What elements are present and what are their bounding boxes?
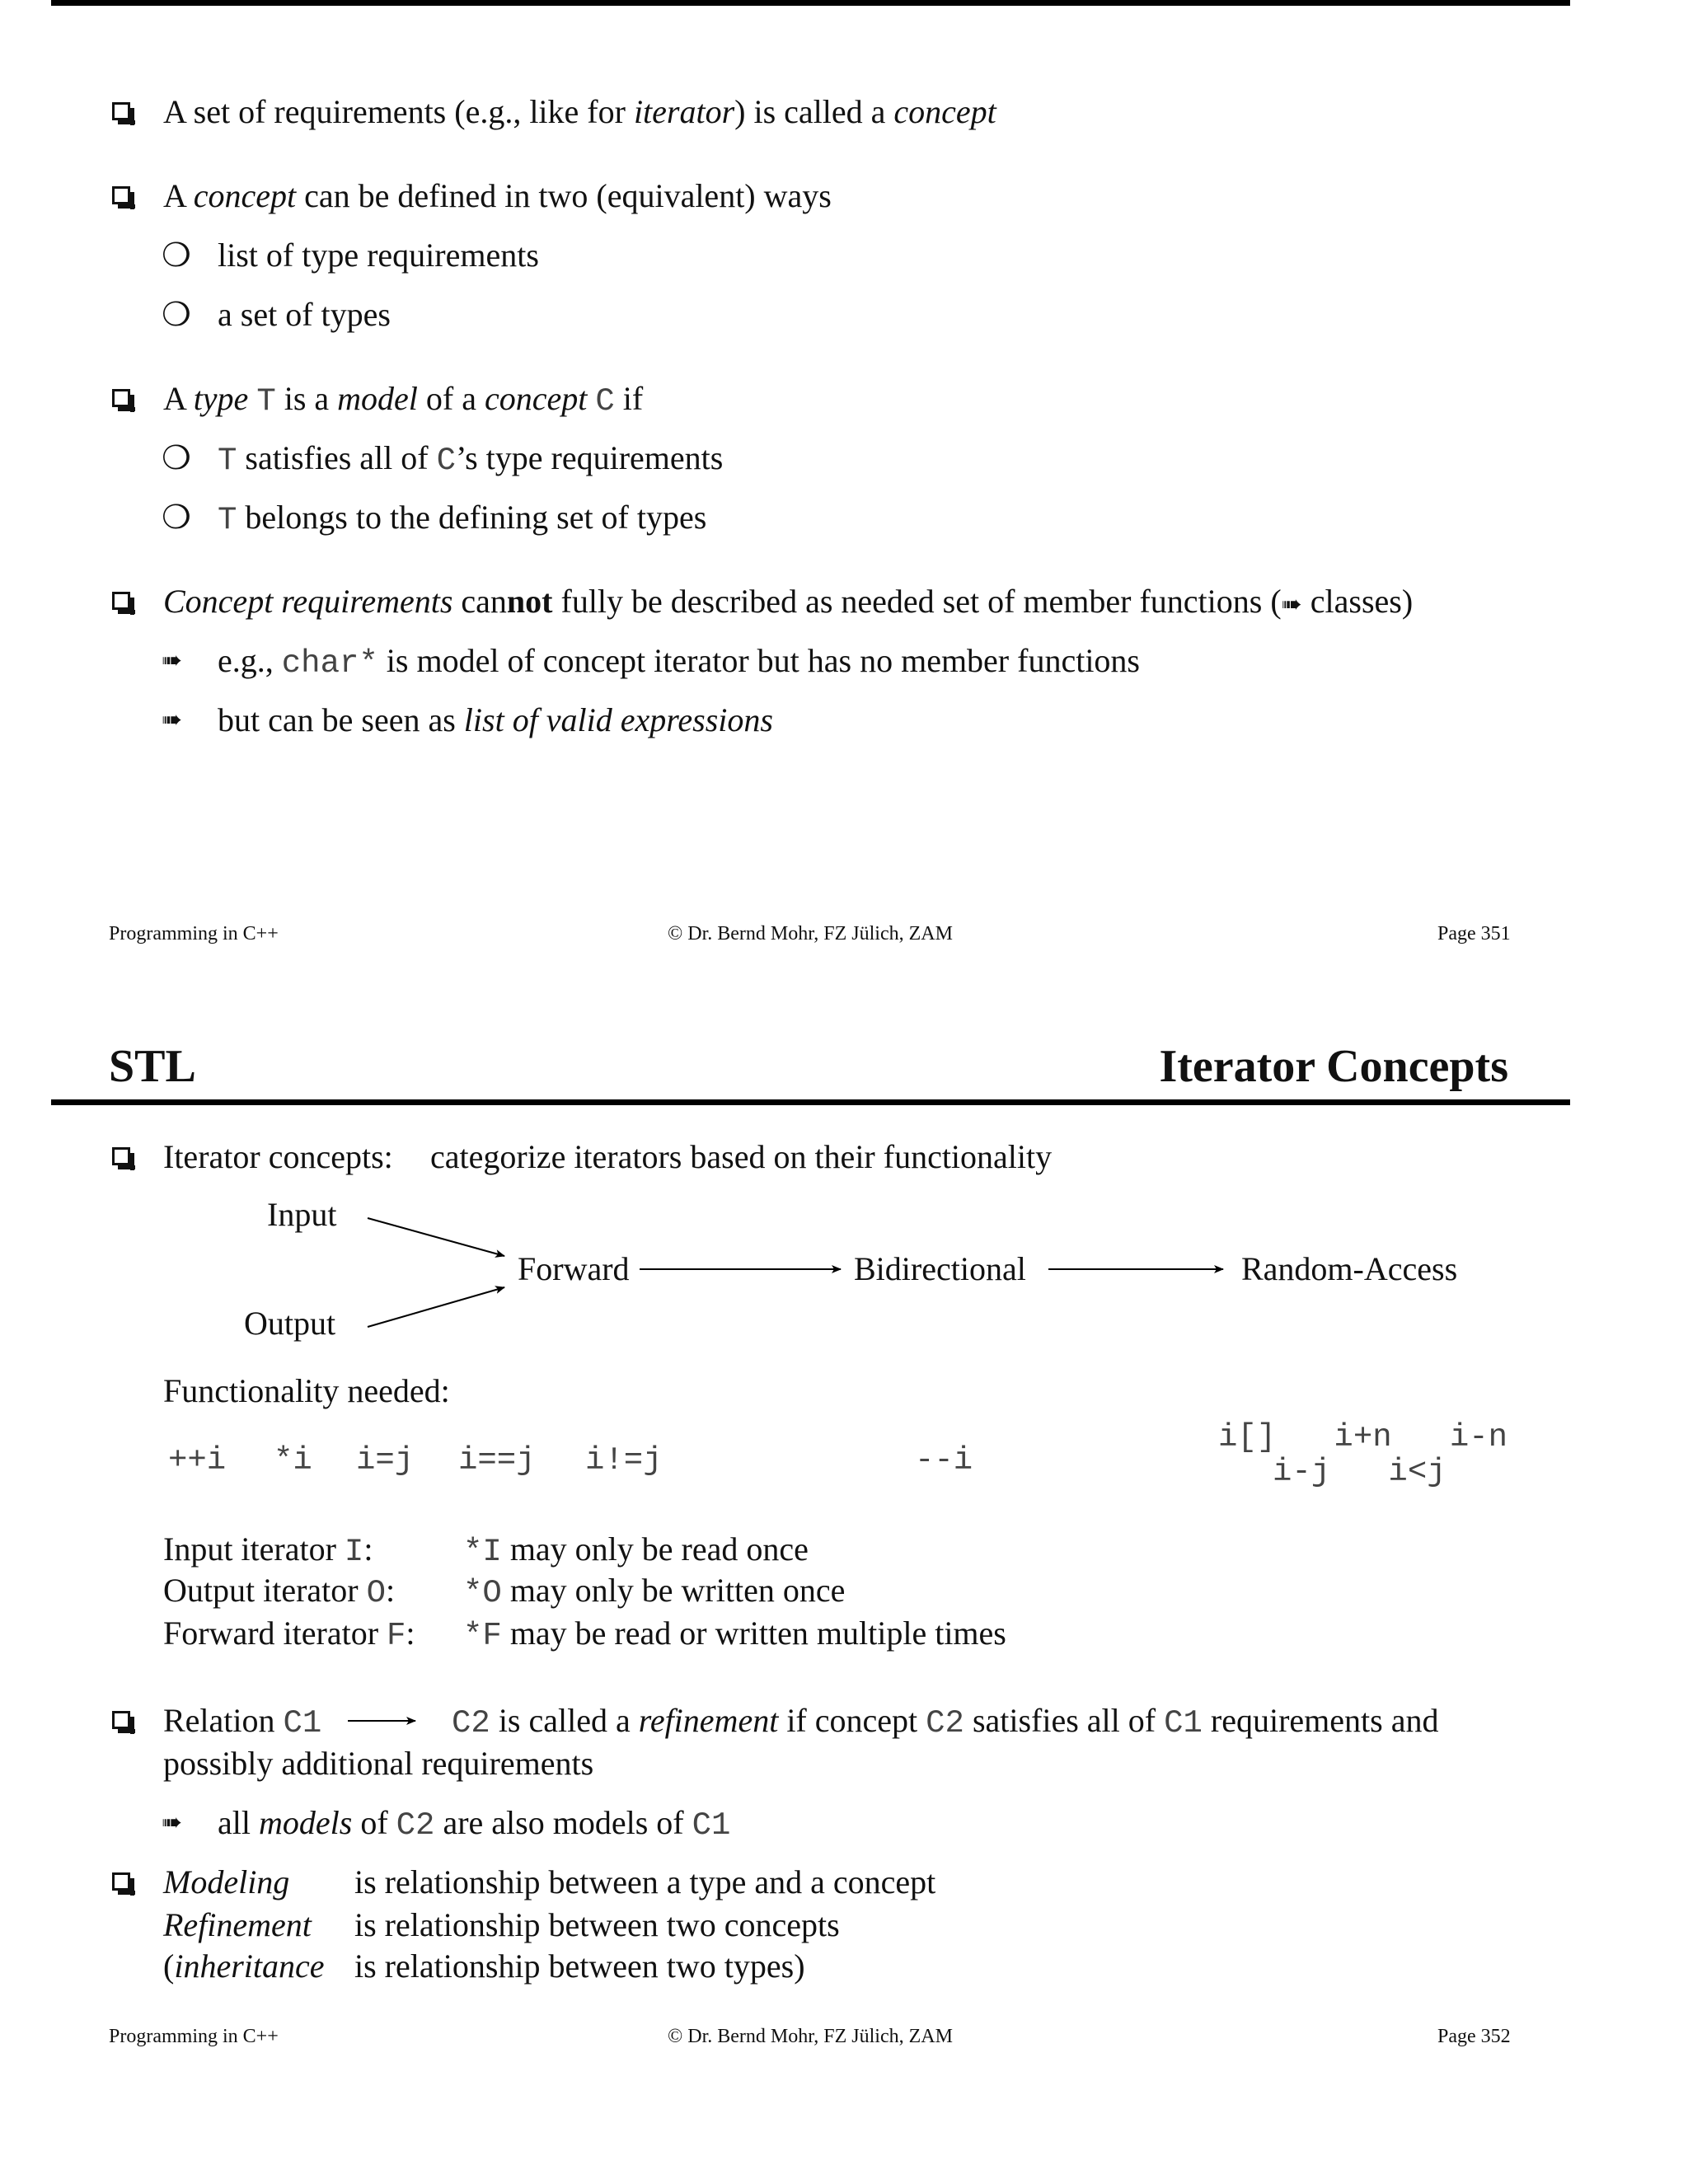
- def-modeling-text: is relationship between a type and a concept: [354, 1863, 936, 1900]
- square-bullet-icon: [112, 1711, 130, 1729]
- circle-bullet-icon: ❍: [162, 296, 191, 333]
- iter-input-label: Input iterator I:: [163, 1530, 373, 1570]
- op-equal: i==j: [458, 1442, 536, 1479]
- footer-center: © Dr. Bernd Mohr, FZ Jülich, ZAM: [668, 923, 953, 944]
- op-random-2: i-j i<j: [1273, 1454, 1447, 1490]
- circle-bullet-icon: ❍: [162, 499, 191, 536]
- page-header-right: Iterator Concepts: [1159, 1041, 1508, 1092]
- iterator-concepts-text: categorize iterators based on their functionality: [430, 1138, 1053, 1175]
- square-bullet-icon: [112, 1872, 130, 1891]
- relation-line2: possibly additional requirements: [163, 1745, 594, 1782]
- page-header-left: STL: [109, 1041, 196, 1092]
- arrow-input-forward: [368, 1218, 504, 1256]
- relation-rest: C2 is called a refinement if concept C2 satisfies all of C1 requirements and: [452, 1702, 1439, 1741]
- footer-left: Programming in C++: [109, 2026, 279, 2047]
- sub-valid-expressions: but can be seen as list of valid expressions: [218, 701, 773, 738]
- sub-char-pointer: e.g., char* is model of concept iterator but has no member functions: [218, 642, 1140, 682]
- footer-page-number: Page 352: [1437, 2026, 1511, 2047]
- circle-bullet-icon: ❍: [162, 439, 191, 476]
- bullet-model-of-concept: A type T is a model of a concept C if: [163, 380, 644, 419]
- def-inheritance-text: is relationship between two types): [354, 1947, 805, 1985]
- footer-center: © Dr. Bernd Mohr, FZ Jülich, ZAM: [668, 2026, 953, 2047]
- iter-forward-label: Forward iterator F:: [163, 1615, 415, 1654]
- bullet-concept-requirements: Concept requirements cannot fully be described as needed set of member functions (➠ classes): [163, 583, 1414, 620]
- iter-input-desc: *I may only be read once: [463, 1530, 809, 1570]
- op-dereference: *i: [274, 1442, 312, 1479]
- node-output: Output: [244, 1305, 336, 1342]
- circle-bullet-icon: ❍: [162, 237, 191, 274]
- iter-forward-desc: *F may be read or written multiple times: [463, 1615, 1006, 1654]
- sub-set-of-types: a set of types: [218, 296, 391, 333]
- functionality-label: Functionality needed:: [163, 1372, 450, 1409]
- op-pre-decrement: --i: [915, 1442, 973, 1479]
- sub-belongs: T belongs to the defining set of types: [218, 499, 707, 538]
- arrow-bullet-icon: ➠: [162, 1809, 181, 1836]
- iterator-concepts-label: Iterator concepts:: [163, 1138, 393, 1175]
- op-pre-increment: ++i: [168, 1442, 227, 1479]
- arrow-bullet-icon: ➠: [162, 706, 181, 733]
- arrow-right-icon: ➠: [1281, 591, 1302, 618]
- def-inheritance-term: (inheritance: [163, 1947, 325, 1985]
- arrow-bullet-icon: ➠: [162, 647, 181, 674]
- footer-page-number: Page 351: [1437, 923, 1511, 944]
- iter-output-label: Output iterator O:: [163, 1572, 396, 1611]
- def-modeling-term: Modeling: [163, 1863, 290, 1900]
- relation-start: Relation C1: [163, 1702, 322, 1741]
- op-random-1: i[] i+n i-n: [1218, 1419, 1508, 1455]
- iter-output-desc: *O may only be written once: [463, 1572, 846, 1611]
- sub-type-requirements: list of type requirements: [218, 237, 539, 274]
- bullet-concept-def: A set of requirements (e.g., like for iterator) is called a concept: [163, 93, 996, 130]
- def-refinement-text: is relationship between two concepts: [354, 1906, 840, 1943]
- def-refinement-term: Refinement: [163, 1906, 312, 1943]
- bullet-two-ways: A concept can be defined in two (equivalent) ways: [163, 177, 832, 214]
- node-random-access: Random-Access: [1241, 1250, 1458, 1287]
- node-forward: Forward: [518, 1250, 630, 1287]
- op-not-equal: i!=j: [585, 1442, 663, 1479]
- sub-satisfies: T satisfies all of C’s type requirements: [218, 439, 724, 479]
- relation-sub: all models of C2 are also models of C1: [218, 1804, 731, 1844]
- node-bidirectional: Bidirectional: [854, 1250, 1026, 1287]
- node-input: Input: [267, 1196, 337, 1233]
- op-assign: i=j: [356, 1442, 415, 1479]
- footer-left: Programming in C++: [109, 923, 279, 944]
- arrow-output-forward: [368, 1287, 504, 1327]
